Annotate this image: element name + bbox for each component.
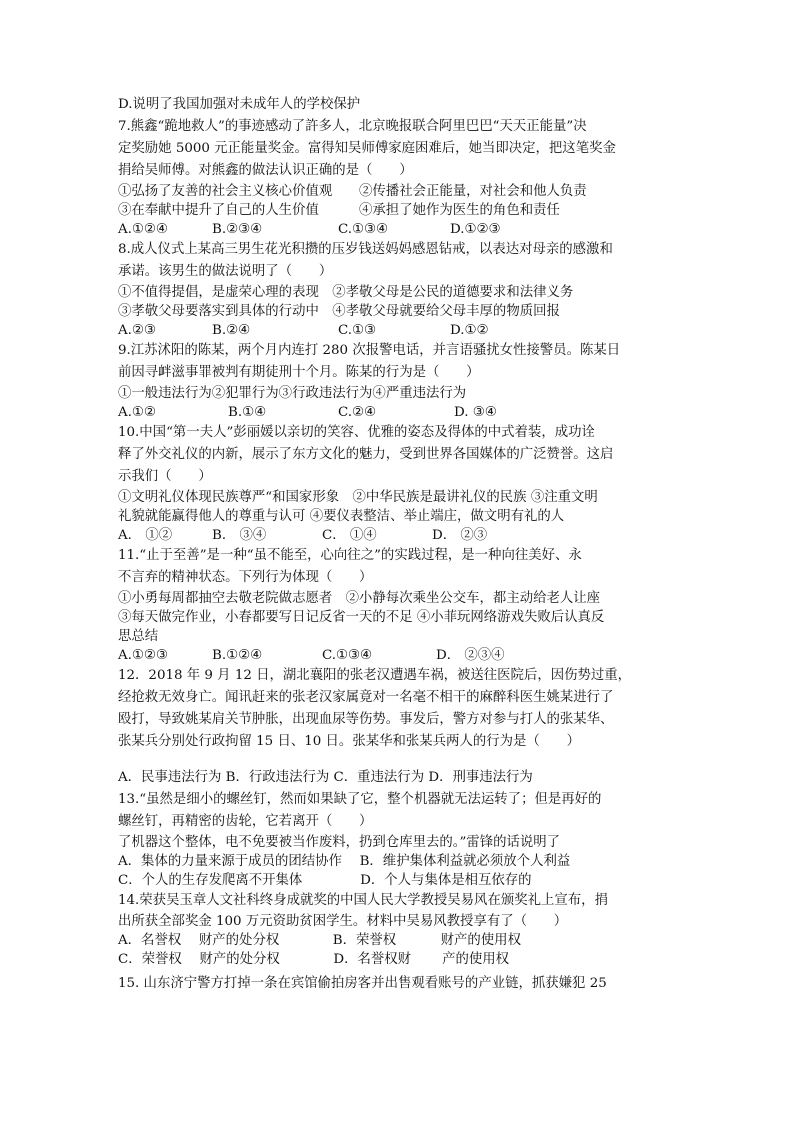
q7-statement-2: ③在奉献中提升了自己的人生价值 ④承担了她作为医生的角色和责任 — [118, 203, 560, 218]
q15-line-1: 15. 山东济宁警方打掉一条在宾馆偷拍房客并出售观看账号的产业链，抓获嫌犯 25 — [118, 976, 607, 991]
q7-statement-1: ①弘扬了友善的社会主义核心价值观 ②传播社会正能量，对社会和他人负责 — [118, 184, 587, 199]
q11-option-c: C.①③④ — [322, 648, 373, 663]
q13-line-1: 13.“虽然是细小的螺丝钉，然而如果缺了它，整个机器就无法运转了；但是再好的 — [118, 792, 602, 807]
q10-option-b: B． ③④ — [212, 528, 267, 543]
q8-options — [118, 321, 676, 340]
q14-line-1: 14.荣获吴玉章人文社科终身成就奖的中国人民大学教授吴易风在颁奖礼上宣布，捐 — [118, 893, 608, 908]
q12-line-2: 经抢救无效身亡。闻讯赶来的张老汉家属竟对一名毫不相干的麻醉科医生姚某进行了 — [118, 690, 614, 705]
prev-question-option-d: D.说明了我国加强对未成年人的学校保护 — [118, 97, 361, 112]
q7-line-2: 定奖励她 5000 元正能量奖金。富得知吴师傅家庭困难后，她当即决定，把这笔奖金 — [118, 141, 616, 156]
q10-options — [118, 526, 676, 545]
q10-line-2: 释了外交礼仪的内新，展示了东方文化的魅力，受到世界各国媒体的广泛赞誉。这启 — [118, 447, 614, 462]
q8-option-b: B.②④ — [212, 323, 251, 338]
q13-line-2: 螺丝钉，再精密的齿轮，它若离开（ ） — [118, 814, 373, 829]
q9-options — [118, 403, 676, 422]
q9-line-2: 前因寻衅滋事罪被判有期徒刑十个月。陈某的行为是（ ） — [118, 365, 480, 380]
q11-options — [118, 646, 676, 665]
q10-line-3: 示我们（ ） — [118, 469, 212, 484]
q10-statement-1: ①文明礼仪体现民族尊严“和国家形象 ②中华民族是最讲礼仪的民族 ③注重文明 — [118, 490, 598, 505]
q8-option-c: C.①③ — [338, 323, 377, 338]
q11-option-d: D． ②③④ — [436, 648, 505, 663]
q8-statement-2: ③孝敬父母要落实到具体的行动中 ④孝敬父母就要给父母丰厚的物质回报 — [118, 304, 560, 319]
q12-options: A．民事违法行为 B．行政违法行为 C．重违法行为 D．刑事违法行为 — [118, 770, 533, 785]
q8-option-d: D.①② — [450, 323, 489, 338]
q13-line-3: 了机器这个整体，电不免要被当作废料，扔到仓库里去的。”雷锋的话说明了 — [118, 835, 561, 850]
q12-line-3: 殴打，导致姚某肩关节肿胀，出现血尿等伤势。事发后，警方对参与打人的张某华、 — [118, 712, 614, 727]
q12-line-1: 12．2018 年 9 月 12 日，湖北襄阳的张老汉遭遇车祸，被送往医院后，因伤势过重， — [118, 668, 632, 683]
q8-statement-1: ①不值得提倡，是虚荣心理的表现 ②孝敬父母是公民的道德要求和法律义务 — [118, 285, 574, 300]
q11-option-b: B.①②④ — [212, 648, 263, 663]
q11-line-1: 11.“止于至善”是一种“虽不能至，心向往之”的实践过程，是一种向往美好、永 — [118, 548, 582, 563]
q7-option-c: C.①③④ — [338, 222, 389, 237]
q7-option-b: B.②③④ — [212, 222, 263, 237]
spacer — [118, 753, 676, 767]
q11-statement-3: 思总结 — [118, 629, 159, 644]
q9-option-d: D. ③④ — [454, 405, 497, 420]
q11-statement-2: ③每天做完作业，小春都要写日记反省一天的不足 ④小菲玩网络游戏失败后认真反 — [118, 610, 605, 625]
q8-line-1: 8.成人仪式上某高三男生花光积攒的压岁钱送妈妈感恩钻戒，以表达对母亲的感激和 — [118, 242, 613, 257]
q10-option-a: A． ①② — [118, 528, 173, 543]
q12-line-4: 张某兵分别处行政拘留 15 日、10 日。张某华和张某兵两人的行为是（ ） — [118, 734, 580, 749]
q10-statement-2: 礼貌就能赢得他人的尊重与认可 ④要仪表整洁、举止端庄，做文明有礼的人 — [118, 509, 565, 524]
q9-option-b: B.①④ — [228, 405, 267, 420]
q9-line-1: 9.江苏沭阳的陈某，两个月内连打 280 次报警电话，并言语骚扰女性接警员。陈某日 — [118, 343, 621, 358]
q7-option-d: D.①②③ — [450, 222, 501, 237]
q14-options-cd: C．荣誉权 财产的处分权 D．名誉权财 产的使用权 — [118, 952, 510, 967]
q8-option-a: A.②③ — [118, 323, 156, 338]
q11-statement-1: ①小勇每周都抽空去敬老院做志愿者 ②小静每次乘坐公交车，都主动给老人让座 — [118, 591, 601, 606]
q9-statement-1: ①一般违法行为②犯罪行为③行政违法行为④严重违法行为 — [118, 386, 467, 401]
q7-line-3: 捐给吴师傅。对熊鑫的做法认识正确的是（ ） — [118, 163, 413, 178]
q14-options-ab: A．名誉权 财产的处分权 B．荣誉权 财产的使用权 — [118, 933, 521, 948]
q7-options — [118, 220, 676, 239]
q10-line-1: 10.中国“第一夫人”彭丽媛以亲切的笑容、优雅的姿态及得体的中式着装，成功诠 — [118, 425, 595, 440]
q13-options-ab: A．集体的力量来源于成员的团结协作 B．维护集体利益就必须放个人利益 — [118, 854, 571, 869]
q9-option-a: A.①② — [118, 405, 156, 420]
q7-line-1: 7.熊鑫“跪地救人”的事迹感动了許多人，北京晚报联合阿里巴巴“天天正能量”决 — [118, 119, 587, 134]
q14-line-2: 出所获全部奖金 100 万元资助贫困学生。材料中吴易风教授享有了（ ） — [118, 914, 568, 929]
q11-option-a: A.①②③ — [118, 648, 168, 663]
q9-option-c: C.②④ — [338, 405, 377, 420]
q10-option-d: D． ②③ — [432, 528, 488, 543]
q10-option-c: C． ①④ — [322, 528, 377, 543]
q13-options-cd: C．个人的生存发爬离不开集体 D．个人与集体是相互依存的 — [118, 873, 532, 888]
q8-line-2: 承诺。该男生的做法说明了（ ） — [118, 264, 333, 279]
q7-option-a: A.①②④ — [118, 222, 168, 237]
exam-page — [118, 94, 676, 995]
q11-line-2: 不言弃的精神状态。下列行为体现（ ） — [118, 570, 373, 585]
